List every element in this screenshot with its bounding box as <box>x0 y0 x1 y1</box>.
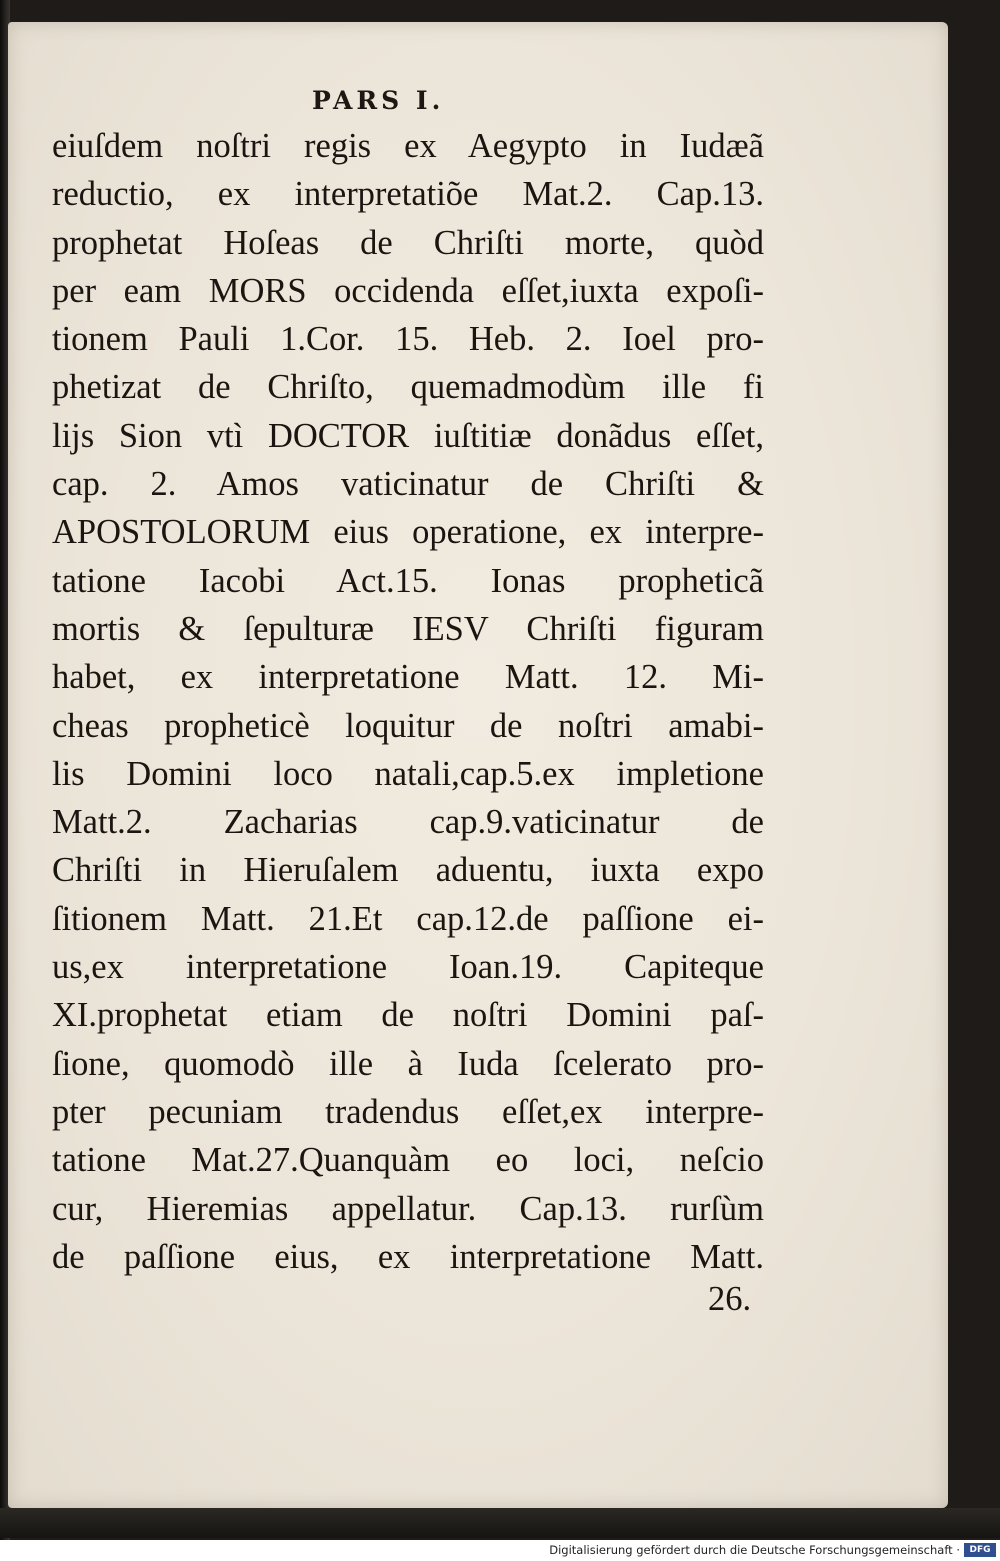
digitization-footer <box>0 1540 1000 1561</box>
text-line: pter pecuniam tradendus eſſet,ex interpre- <box>52 1092 764 1131</box>
text-line: ſitionem Matt. 21.Et cap.12.de paſſione ei- <box>52 899 764 938</box>
text-line: cap. 2. Amos vaticinatur de Chriſti & <box>52 465 764 504</box>
text-line: eiuſdem noſtri regis ex Aegypto in Iudæã <box>52 127 764 165</box>
funding-notice: Digitalisierung gefördert durch die Deutsche Forschungsgemeinschaft · <box>549 1543 960 1557</box>
text-line: reductio, ex interpretatiõe Mat.2. Cap.13. <box>52 175 764 214</box>
text-line: de paſſione eius, ex interpretatione Matt. <box>52 1237 764 1276</box>
catchword: 26. <box>708 1280 752 1318</box>
text-line: per eam MORS occidenda eſſet,iuxta expoſi- <box>52 271 764 310</box>
text-line: tionem Pauli 1.Cor. 15. Heb. 2. Ioel pro- <box>52 320 764 359</box>
dfg-logo: DFG <box>964 1543 996 1557</box>
text-line: cur, Hieremias appellatur. Cap.13. rurſùm <box>52 1189 764 1228</box>
text-line: mortis & ſepulturæ IESV Chriſti figuram <box>52 609 764 648</box>
text-line: lis Domini loco natali,cap.5.ex impletione <box>52 754 764 793</box>
text-line: XI.prophetat etiam de noſtri Domini paſ- <box>52 996 764 1035</box>
text-line: phetizat de Chriſto, quemadmodùm ille fi <box>52 368 764 407</box>
text-line: prophetat Hoſeas de Chriſti morte, quòd <box>52 223 764 262</box>
text-line: us,ex interpretatione Ioan.19. Capiteque <box>52 948 764 987</box>
text-line: habet, ex interpretatione Matt. 12. Mi- <box>52 658 764 697</box>
running-head: PARS I. <box>312 86 445 115</box>
text-line: ſione, quomodò ille à Iuda ſcelerato pro- <box>52 1044 764 1083</box>
text-line: tatione Iacobi Act.15. Ionas propheticã <box>52 561 764 600</box>
text-line: APOSTOLORUM eius operatione, ex interpre- <box>52 513 764 552</box>
text-line: Matt.2. Zacharias cap.9.vaticinatur de <box>52 803 764 842</box>
body-text <box>52 122 764 1281</box>
text-line: tatione Mat.27.Quanquàm eo loci, neſcio <box>52 1141 764 1180</box>
text-line: Chriſti in Hieruſalem aduentu, iuxta expo <box>52 851 764 890</box>
text-line: cheas propheticè loquitur de noſtri amabi- <box>52 706 764 745</box>
page-bottom-shadow <box>0 1508 1000 1538</box>
text-line: lijs Sion vtì DOCTOR iuſtitiæ donãdus eſſet, <box>52 416 764 455</box>
